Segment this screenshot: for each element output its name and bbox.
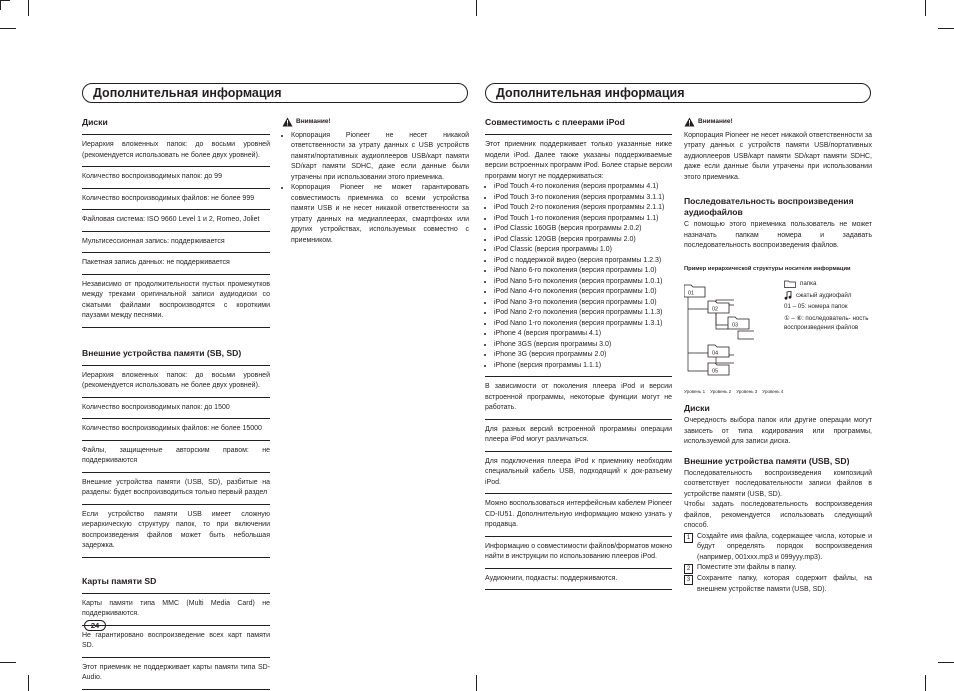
usb-order-text-2: Чтобы задать последовательность воспроизведения файлов, рекомендуется использовать следующий способ. bbox=[684, 501, 872, 529]
list-item: • iPod Classic (версия программы 1.0) bbox=[494, 245, 672, 256]
warning-list bbox=[282, 131, 469, 247]
left-column-1 bbox=[82, 117, 270, 690]
sd-cards-title: Карты памяти SD bbox=[82, 575, 157, 586]
usb-order-title: Внешние устройства памяти (USB, SD) bbox=[684, 455, 850, 466]
list-item: • iPod Classic 160GB (версия программы 2.0.2) bbox=[494, 224, 672, 235]
list-item: • iPod Nano 6-го поколения (версия программы 1.0) bbox=[494, 266, 672, 277]
crop-mark bbox=[476, 675, 477, 691]
folder-icon bbox=[784, 280, 796, 288]
step-number: 1 bbox=[684, 533, 693, 543]
crop-mark bbox=[0, 28, 16, 29]
left-column-2 bbox=[282, 117, 469, 246]
step-text: Поместите эти файлы в папку. bbox=[697, 564, 797, 571]
ext-memory-table bbox=[82, 365, 270, 558]
ipod-intro: Этот приемник поддерживает только указанные ниже модели iPod. Далее также указаны поддерживаемые версии встроенных программ iPod. Более старые версии программ могут не поддерживаться: bbox=[485, 141, 672, 180]
step-item bbox=[684, 574, 872, 595]
table-row: Файлы, защищенные авторским правом: не поддерживаются bbox=[82, 441, 270, 473]
folder-03 bbox=[728, 317, 749, 329]
crop-mark bbox=[0, 0, 1, 10]
list-item: • iPod с поддержкой видео (версия программы 1.2.3) bbox=[494, 256, 672, 267]
table-row: Аудиокниги, подкасты: поддерживаются. bbox=[485, 569, 672, 591]
list-item: • iPod Touch 2-го поколения (версия программы 2.1.1) bbox=[494, 203, 672, 214]
folder-02 bbox=[708, 301, 729, 313]
diagram-caption: Пример иерархической структуры носителя информации bbox=[684, 265, 851, 272]
discs-order-title: Диски bbox=[684, 403, 710, 413]
level-labels bbox=[684, 387, 784, 398]
list-item: • iPhone (версия программы 1.1.1) bbox=[494, 361, 672, 372]
table-row: Количество воспроизводимых файлов: не более 15000 bbox=[82, 419, 270, 441]
steps-list bbox=[684, 532, 872, 596]
list-item: • iPod Nano 3-го поколения (версия программы 1.0) bbox=[494, 298, 672, 309]
step-text: Сохраните папку, которая содержит файлы, на внешнем устройстве памяти (USB, SD). bbox=[697, 575, 872, 593]
table-row: Количество воспроизводимых папок: до 99 bbox=[82, 167, 270, 189]
crop-mark bbox=[925, 675, 926, 691]
folder-05 bbox=[708, 363, 729, 375]
ext-memory-title: Внешние устройства памяти (SB, SD) bbox=[82, 347, 242, 358]
warning-title: Внимание! bbox=[296, 118, 331, 125]
legend-folder-numbers: 01 – 05: номера папок bbox=[784, 303, 848, 310]
list-item: • iPod Nano 1-го поколения (версия программы 1.3.1) bbox=[494, 319, 672, 330]
legend bbox=[784, 279, 874, 333]
list-item: • iPod Nano 5-го поколения (версия программы 1.0.1) bbox=[494, 277, 672, 288]
sequence-title: Последовательность воспроизведения аудиофайлов bbox=[684, 196, 854, 217]
list-item: • iPod Nano 4-го поколения (версия программы 1.0) bbox=[494, 287, 672, 298]
ipod-table bbox=[485, 134, 672, 590]
discs-table bbox=[82, 134, 270, 328]
table-row: Файловая система: ISO 9660 Level 1 и 2, Romeo, Joliet bbox=[82, 210, 270, 232]
table-row: Количество воспроизводимых папок: до 1500 bbox=[82, 398, 270, 420]
table-row bbox=[485, 135, 672, 377]
warning-text: Корпорация Pioneer не несет никакой ответственности за утрату данных с устройств памяти USB/портативных аудиоплееров USB/карт памяти SD/карт памяти SDHC, даже если данные были утрачены при использовании этого приемника. bbox=[684, 131, 872, 181]
page-number: 24 bbox=[84, 620, 106, 631]
legend-play-order: ① – ⑥: последователь- ность воспроизведения файлов bbox=[784, 314, 869, 331]
list-item: • iPod Nano 2-го поколения (версия программы 1.1.3) bbox=[494, 308, 672, 319]
list-item: • iPhone 3G (версия программы 2.0) bbox=[494, 350, 672, 361]
table-row: Мультисессионная запись: поддерживается bbox=[82, 232, 270, 254]
table-row: Внешние устройства памяти (USB, SD), разбитые на разделы: будет воспроизводиться только первый раздел bbox=[82, 473, 270, 505]
table-row: Этот приемник не поддерживает карты памяти типа SD-Audio. bbox=[82, 658, 270, 690]
usb-order-text-1: Последовательность воспроизведения композиций соответствует последовательности записи файлов в устройстве памяти (USB, SD). bbox=[684, 469, 872, 498]
step-number: 2 bbox=[684, 564, 693, 574]
folder-tree bbox=[684, 279, 780, 385]
table-row: Карты памяти типа MMC (Multi Media Card) не поддерживаются. bbox=[82, 594, 270, 626]
svg-text:01: 01 bbox=[688, 290, 695, 297]
discs-order-text: Очередность выбора папок или другие операции могут зависеть от типа кодирования или программы, используемой для записи диска. bbox=[684, 417, 872, 445]
svg-text:05: 05 bbox=[712, 368, 719, 375]
discs-title: Диски bbox=[82, 117, 108, 127]
table-row: Иерархия вложенных папок: до восьми уровней (рекомендуется использовать не более двух уровней). bbox=[82, 135, 270, 167]
table-row: Можно воспользоваться интерфейсным кабелем Pioneer CD-IU51. Дополнительную информацию можно узнать у продавца. bbox=[485, 494, 672, 537]
table-row: Информацию о совместимости файлов/форматов можно найти в инструкции по использованию плееров iPod. bbox=[485, 537, 672, 569]
table-row: Для разных версий встроенной программы операции плеера iPod могут различаться. bbox=[485, 420, 672, 452]
list-item: • iPhone 3GS (версия программы 3.0) bbox=[494, 340, 672, 351]
warning-title: Внимание! bbox=[698, 118, 733, 125]
step-item bbox=[684, 532, 872, 564]
svg-text:04: 04 bbox=[712, 350, 719, 357]
table-row: Для подключения плеера iPod к приемнику необходим специальный кабель USB, подходящий к док-разъему iPod. bbox=[485, 452, 672, 495]
warning-heading bbox=[282, 117, 469, 128]
crop-mark bbox=[476, 0, 477, 16]
list-item: • Корпорация Pioneer не несет никакой ответственности за утрату данных с USB устройств памяти/портативных аудиоплееров USB/карт памяти SD/карт памяти SDHC, даже если данные были утрачены при использовании этого приемника. bbox=[291, 131, 469, 184]
warning-icon bbox=[684, 117, 695, 127]
list-item: • iPod Classic 120GB (версия программы 2.0) bbox=[494, 235, 672, 246]
crop-mark bbox=[925, 0, 926, 16]
list-item: • iPod Touch 4-го поколения (версия программы 4.1) bbox=[494, 182, 672, 193]
sequence-text: С помощью этого приемника пользователь не может назначать папкам номера и задавать последовательность воспроизведения файлов. bbox=[684, 221, 872, 249]
step-item bbox=[684, 563, 872, 574]
legend-file: сжатый аудиофайл bbox=[784, 291, 874, 301]
right-column-2 bbox=[684, 117, 872, 595]
right-column-1 bbox=[485, 117, 672, 590]
table-row: Иерархия вложенных папок: до восьми уровней (рекомендуется использовать не более двух уровней). bbox=[82, 366, 270, 398]
ipod-models-list bbox=[485, 182, 672, 371]
folder-04 bbox=[708, 345, 729, 357]
hierarchy-diagram bbox=[684, 279, 872, 397]
music-file-icon bbox=[784, 291, 792, 300]
warning-icon bbox=[282, 117, 293, 127]
sd-cards-table bbox=[82, 593, 270, 690]
crop-mark bbox=[938, 662, 954, 663]
crop-mark bbox=[0, 662, 16, 663]
step-text: Создайте имя файла, содержащее числа, которые и будут определять порядок воспроизведения (например, 001xxx.mp3 и 099yyy.mp3). bbox=[697, 532, 872, 561]
step-number: 3 bbox=[684, 575, 693, 585]
legend-folder: папка bbox=[784, 279, 874, 289]
folder-01 bbox=[684, 285, 705, 297]
list-item: • iPod Touch 3-го поколения (версия программы 3.1.1) bbox=[494, 193, 672, 204]
level-label: Уровень 1 bbox=[684, 389, 706, 394]
svg-text:02: 02 bbox=[712, 306, 719, 313]
table-row: В зависимости от поколения плеера iPod и версии встроенной программы, некоторые функции могут не работать. bbox=[485, 377, 672, 420]
level-label: Уровень 2 bbox=[710, 389, 732, 394]
crop-mark bbox=[938, 28, 954, 29]
ipod-title: Совместимость с плеерами iPod bbox=[485, 117, 625, 127]
table-row: Независимо от продолжительности пустых промежутков между треками оригинальной записи аудиодиски со сжатыми файлами воспроизводятся с короткими паузами между песнями. bbox=[82, 275, 270, 328]
table-row: Пакетная запись данных: не поддерживается bbox=[82, 253, 270, 275]
level-label: Уровень 3 bbox=[736, 389, 758, 394]
table-row: Количество воспроизводимых файлов: не более 999 bbox=[82, 189, 270, 211]
crop-mark bbox=[0, 0, 10, 1]
list-item: • iPhone 4 (версия программы 4.1) bbox=[494, 329, 672, 340]
right-page-header: Дополнительная информация bbox=[485, 83, 871, 103]
left-page-header: Дополнительная информация bbox=[82, 83, 468, 103]
level-label: Уровень 4 bbox=[762, 389, 784, 394]
crop-mark bbox=[28, 0, 29, 16]
table-row: Если устройство памяти USB имеет сложную иерархическую структуру папок, то при включении воспроизведения файлов может быть небольшая задержка. bbox=[82, 505, 270, 558]
list-item: • iPod Touch 1-го поколения (версия программы 1.1) bbox=[494, 214, 672, 225]
warning-heading bbox=[684, 117, 872, 128]
table-row: Не гарантировано воспроизведение всех карт памяти SD. bbox=[82, 626, 270, 658]
svg-text:03: 03 bbox=[732, 322, 739, 329]
crop-mark bbox=[28, 675, 29, 691]
list-item: • Корпорация Pioneer не может гарантировать совместимость приемника со всеми устройства памяти USB и не несет никакой ответственности за утрату данных на медиаплеерах, смартфонах или других устройствах, используемых совместно с приемником. bbox=[291, 183, 469, 246]
